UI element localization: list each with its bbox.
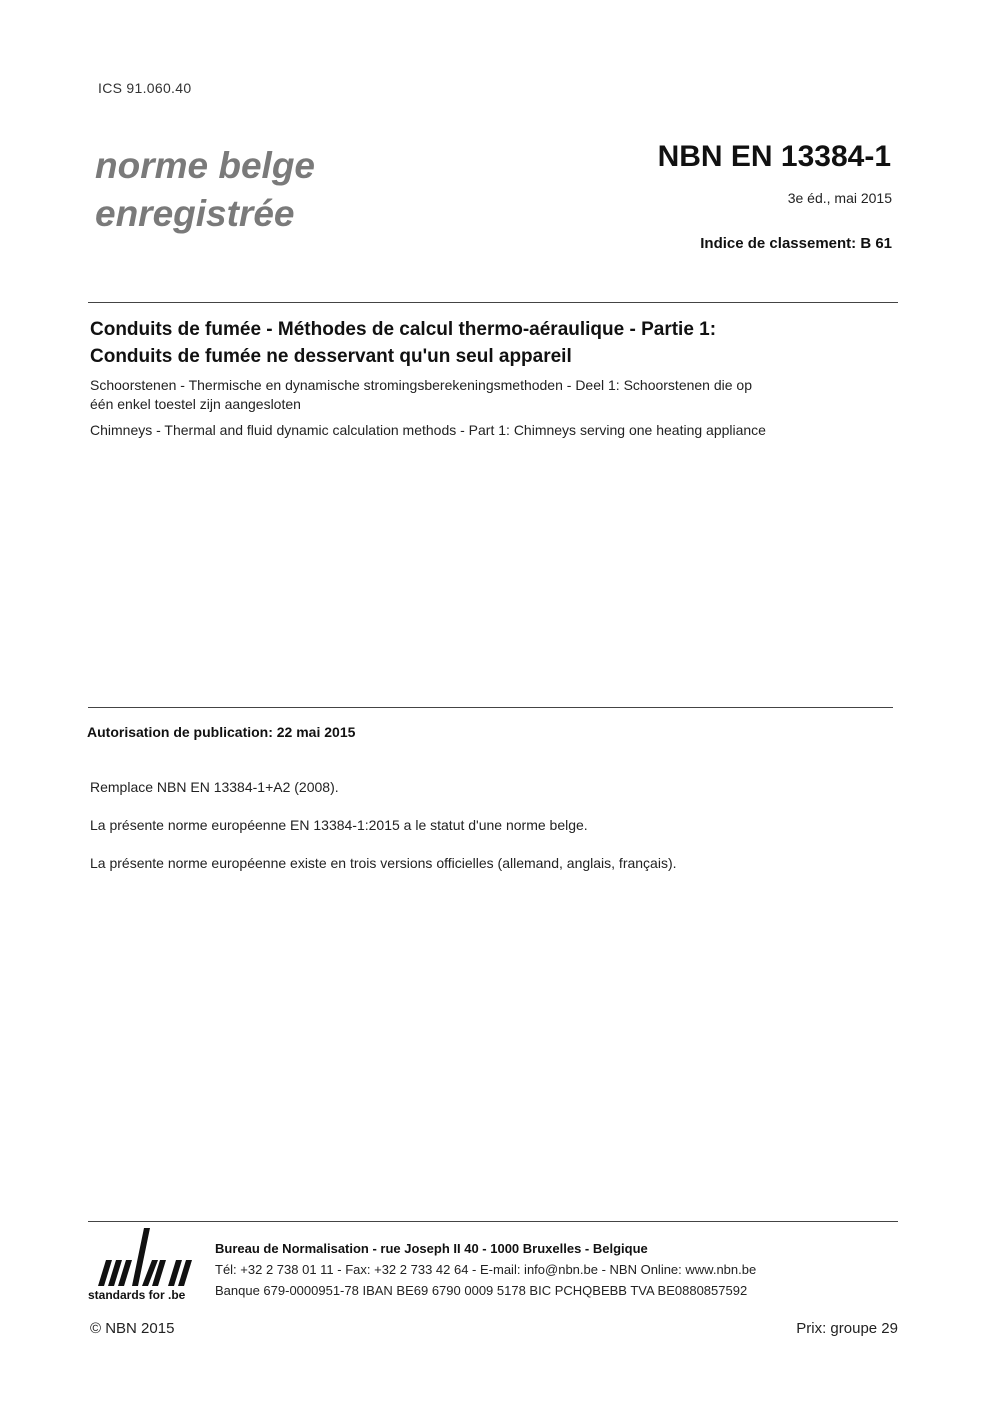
copyright: © NBN 2015: [90, 1320, 175, 1337]
price-group: Prix: groupe 29: [796, 1320, 898, 1337]
norme-line-1: norme belge: [95, 145, 315, 186]
edition: 3e éd., mai 2015: [787, 190, 892, 206]
remark-replaces: Remplace NBN EN 13384-1+A2 (2008).: [90, 779, 339, 795]
top-divider: [88, 302, 898, 303]
remark-status: La présente norme européenne EN 13384-1:2015 a le statut d'une norme belge.: [90, 817, 588, 833]
title-french-line-1: Conduits de fumée - Méthodes de calcul thermo-aéraulique - Partie 1:: [90, 319, 717, 340]
title-french-line-2: Conduits de fumée ne desservant qu'un seul appareil: [90, 346, 572, 367]
classement-index: Indice de classement: B 61: [700, 235, 892, 252]
footer-divider: [88, 1221, 898, 1222]
norme-line-2: enregistrée: [95, 193, 295, 234]
middle-divider: [88, 707, 893, 708]
standard-number: NBN EN 13384-1: [657, 140, 891, 173]
title-english: Chimneys - Thermal and fluid dynamic calculation methods - Part 1: Chimneys serving one heating appliance: [90, 422, 766, 438]
ics-code: ICS 91.060.40: [98, 80, 192, 96]
title-dutch-line-2: één enkel toestel zijn aangesloten: [90, 396, 301, 412]
title-dutch-line-1: Schoorstenen - Thermische en dynamische stromingsberekeningsmethoden - Deel 1: Schoorstenen die op: [90, 377, 752, 393]
logo-tagline: standards for .be: [88, 1288, 186, 1302]
contact-info: Tél: +32 2 738 01 11 - Fax: +32 2 733 42 64 - E-mail: info@nbn.be - NBN Online: www.nbn.be: [215, 1262, 757, 1277]
bank-info: Banque 679-0000951-78 IBAN BE69 6790 0009 5178 BIC PCHQBEBB TVA BE0880857592: [215, 1283, 748, 1298]
norme-belge-label: [95, 142, 315, 238]
bureau-address: Bureau de Normalisation - rue Joseph II 40 - 1000 Bruxelles - Belgique: [215, 1241, 648, 1256]
publication-authorisation: Autorisation de publication: 22 mai 2015: [87, 724, 356, 740]
remark-versions: La présente norme européenne existe en trois versions officielles (allemand, anglais, français).: [90, 855, 677, 871]
title-french: [90, 316, 910, 370]
title-dutch: [90, 376, 910, 414]
